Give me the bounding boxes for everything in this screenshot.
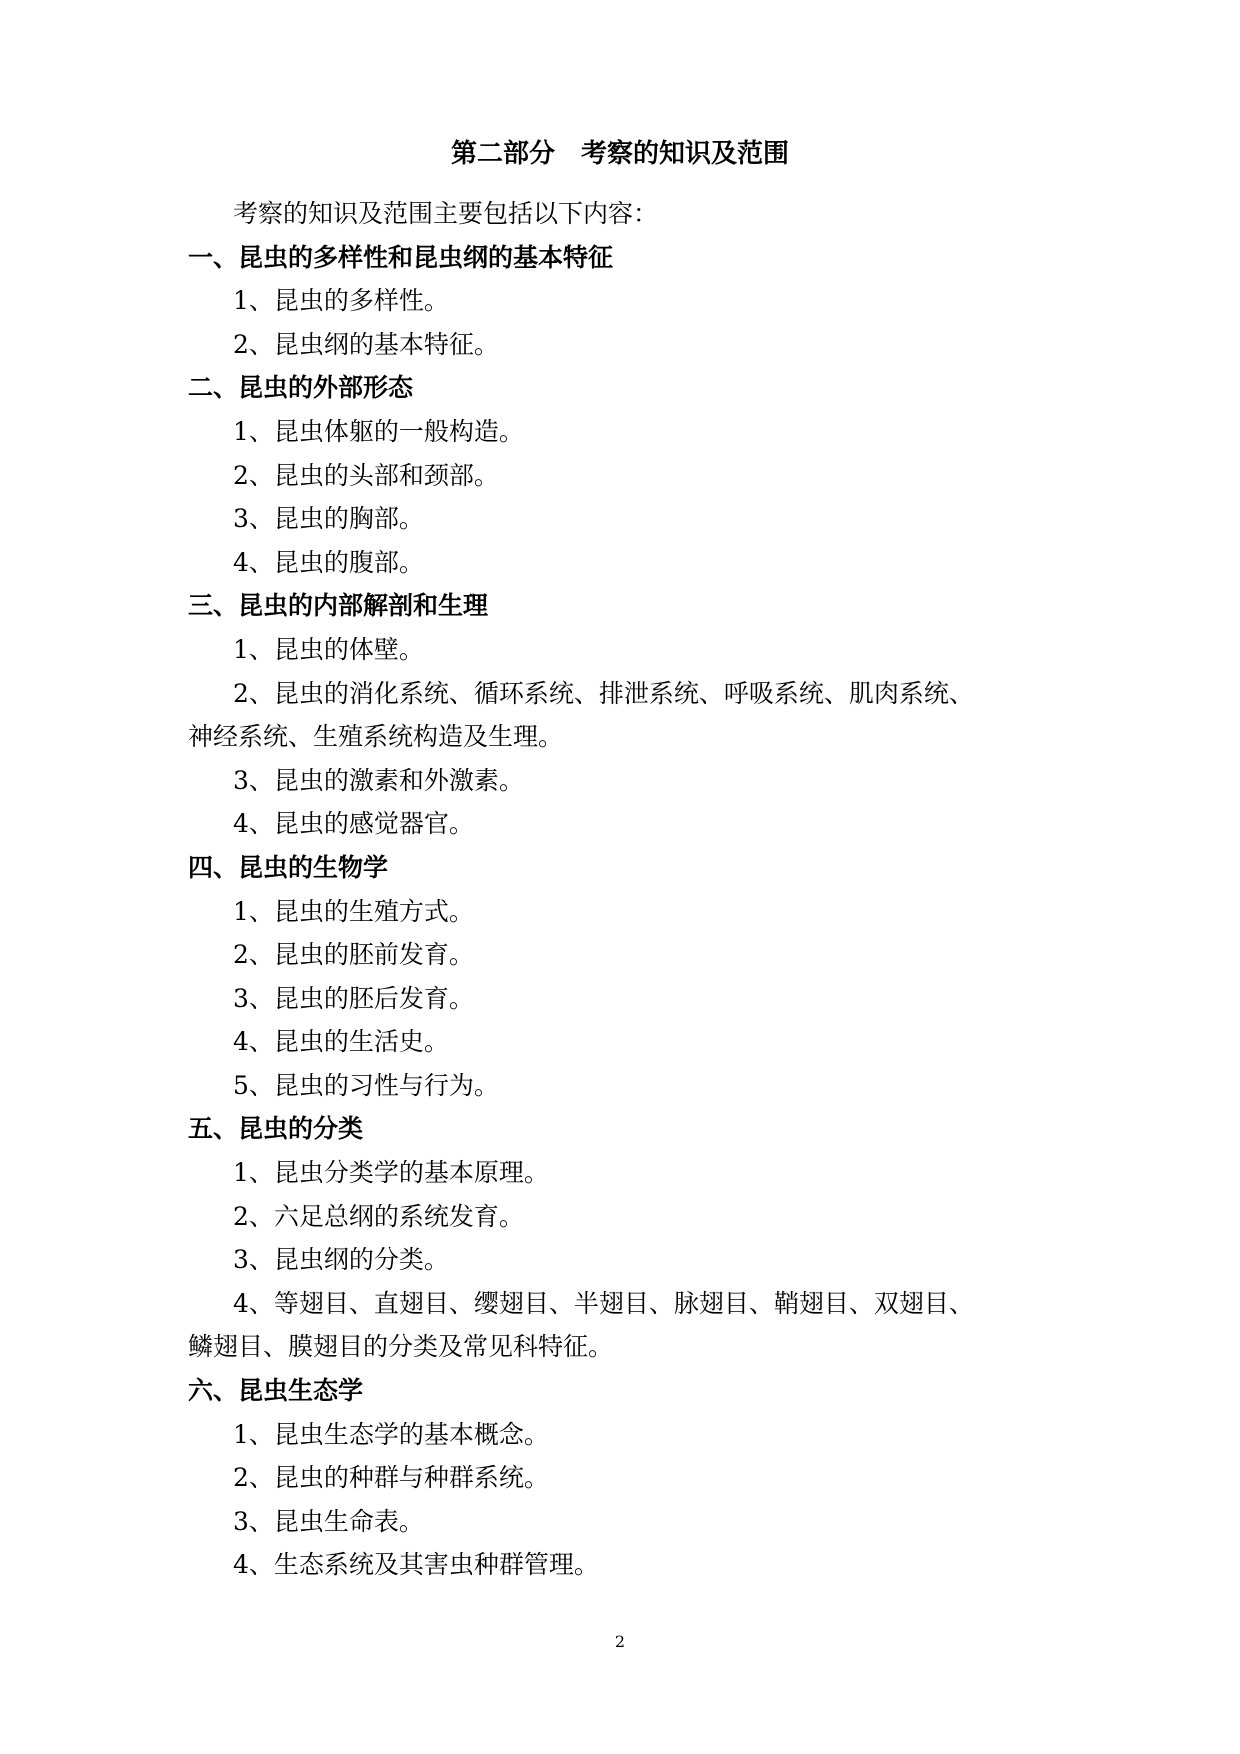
- list-item: 2、昆虫纲的基本特征。: [233, 329, 499, 359]
- intro-paragraph: 考察的知识及范围主要包括以下内容：: [233, 199, 659, 228]
- list-item: 1、昆虫的体壁。: [233, 634, 424, 664]
- list-item: 4、昆虫的生活史。: [233, 1027, 449, 1057]
- list-item: 1、昆虫分类学的基本原理。: [233, 1158, 549, 1188]
- list-item: 2、昆虫的消化系统、循环系统、排泄系统、呼吸系统、肌肉系统、: [233, 678, 974, 708]
- list-item-continuation: 神经系统、生殖系统构造及生理。: [188, 722, 564, 752]
- section-heading: 一、昆虫的多样性和昆虫纲的基本特征: [188, 242, 614, 272]
- section-heading: 六、昆虫生态学: [188, 1376, 364, 1406]
- list-item: 5、昆虫的习性与行为。: [233, 1070, 499, 1100]
- page-title: 第二部分 考察的知识及范围: [450, 139, 789, 169]
- list-item: 3、昆虫纲的分类。: [233, 1245, 449, 1275]
- list-item: 3、昆虫的激素和外激素。: [233, 765, 524, 795]
- section-heading: 五、昆虫的分类: [188, 1114, 364, 1144]
- list-item: 2、昆虫的头部和颈部。: [233, 460, 499, 490]
- list-item: 2、昆虫的种群与种群系统。: [233, 1463, 549, 1493]
- list-item: 2、六足总纲的系统发育。: [233, 1201, 524, 1231]
- list-item: 1、昆虫的生殖方式。: [233, 896, 474, 926]
- list-item: 1、昆虫体躯的一般构造。: [233, 416, 524, 446]
- section-heading: 二、昆虫的外部形态: [188, 373, 414, 403]
- document-body: [188, 192, 1068, 1587]
- page-number: 2: [614, 1632, 626, 1651]
- section-heading: 四、昆虫的生物学: [188, 852, 389, 882]
- list-item: 4、昆虫的腹部。: [233, 547, 424, 577]
- list-item: 3、昆虫的胚后发育。: [233, 983, 474, 1013]
- list-item: 2、昆虫的胚前发育。: [233, 940, 474, 970]
- list-item: 4、等翅目、直翅目、缨翅目、半翅目、脉翅目、鞘翅目、双翅目、: [233, 1288, 974, 1318]
- list-item: 4、昆虫的感觉器官。: [233, 809, 474, 839]
- list-item: 3、昆虫生命表。: [233, 1506, 424, 1536]
- list-item-continuation: 鳞翅目、膜翅目的分类及常见科特征。: [188, 1332, 614, 1362]
- list-item: 3、昆虫的胸部。: [233, 504, 424, 534]
- list-item: 1、昆虫生态学的基本概念。: [233, 1419, 549, 1449]
- list-item: 1、昆虫的多样性。: [233, 286, 449, 316]
- section-heading: 三、昆虫的内部解剖和生理: [188, 591, 489, 621]
- list-item: 4、生态系统及其害虫种群管理。: [233, 1550, 599, 1580]
